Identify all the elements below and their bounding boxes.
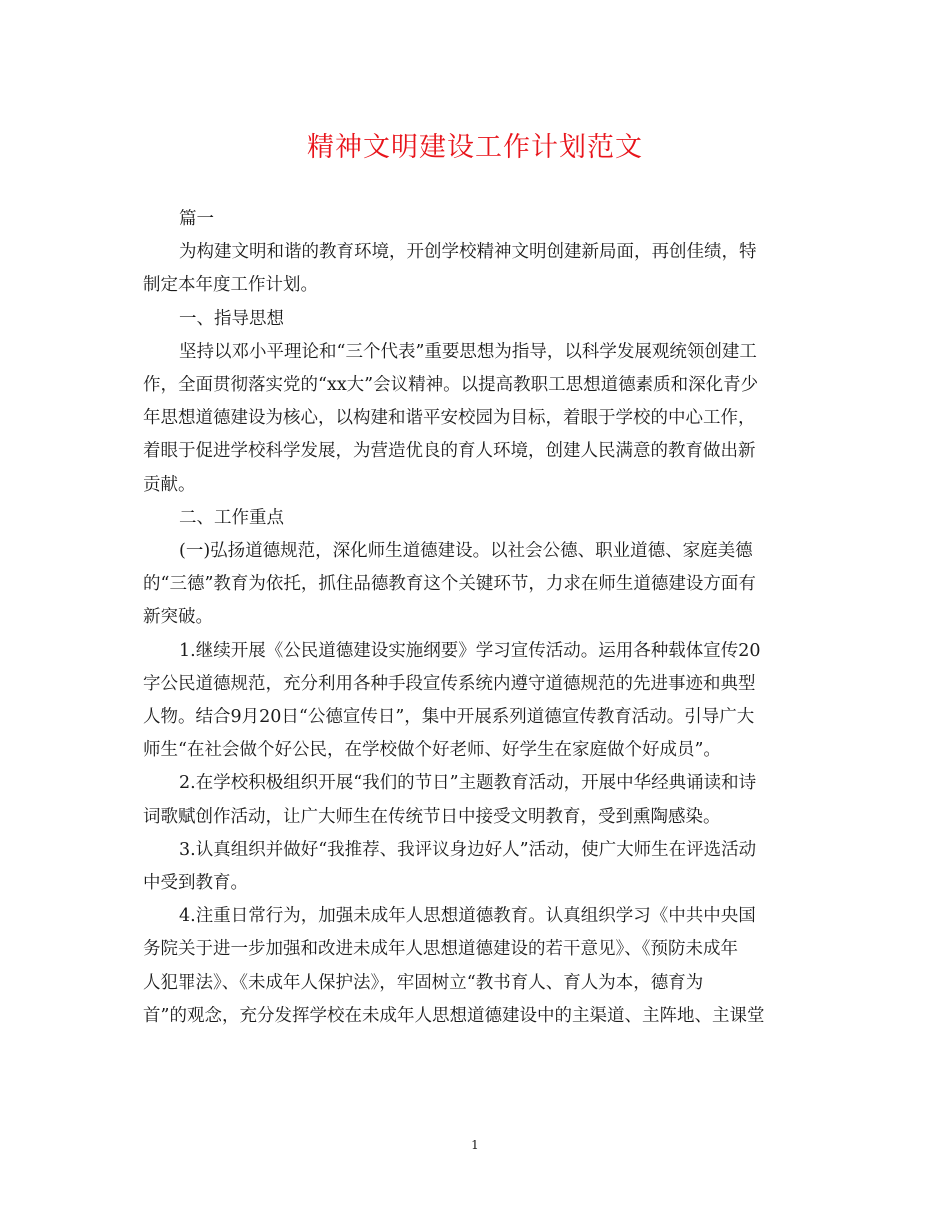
page-number: 1 (471, 1138, 479, 1152)
heading-guiding-thought: 一、指导思想 (179, 308, 284, 329)
paragraph-intro: 为构建文明和谐的教育环境，开创学校精神文明创建新局面，再创佳绩，特 制定本年度工作计划。 (143, 242, 757, 296)
document-body (143, 203, 803, 1033)
paragraph-item-3: 3.认真组织并做好“我推荐、我评议身边好人”活动，使广大师生在评选活动 中受到教育。 (143, 839, 757, 894)
heading-work-focus: 二、工作重点 (179, 507, 284, 528)
paragraph-item-1: 1.继续开展《公民道德建设实施纲要》学习宣传活动。运用各种载体宣传20 字公民道德规范，充分利用各种手段宣传系统内遵守道德规范的先进事迹和典型 人物。结合9月20日“公德宣传日”，集中开展系列道德宣传教育活动。引导广大 师生“在社会做个好公民，在学校做个好老师、好学生在家庭做个好成员”。 (143, 640, 761, 761)
document-title: 精神文明建设工作计划范文 (307, 132, 643, 163)
paragraph-item-4: 4.注重日常行为，加强未成年人思想道德教育。认真组织学习《中共中央国 务院关于进一步加强和改进未成年人思想道德建设的若干意见》、《预防未成年 人犯罪法》、《未成年人保护法》，牢固树立“教书育人、育人为本，德育为 首”的观念，充分发挥学校在未成年人思想道德建设中的主渠道、主阵地、主课堂 (143, 906, 765, 1026)
paragraph-section-label: 篇一 (179, 209, 214, 229)
paragraph-focus-1: (一)弘扬道德规范，深化师生道德建设。以社会公德、职业道德、家庭美德 的“三德”教育为依托，抓住品德教育这个关键环节，力求在师生道德建设方面有 新突破。 (143, 541, 756, 628)
paragraph-item-2: 2.在学校积极组织开展“我们的节日”主题教育活动，开展中华经典诵读和诗 词歌赋创作活动，让广大师生在传统节日中接受文明教育，受到熏陶感染。 (143, 773, 757, 827)
paragraph-guiding-thought: 坚持以邓小平理论和“三个代表”重要思想为指导，以科学发展观统领创建工 作，全面贯彻落实党的“xx大”会议精神。以提高教职工思想道德素质和深化青少 年思想道德建设为核心，以构建和谐平安校园为目标，着眼于学校的中心工作， 着眼于促进学校科学发展，为营造优良的育人环境，创建人民满意的教育做出新 贡献。 (143, 341, 759, 495)
